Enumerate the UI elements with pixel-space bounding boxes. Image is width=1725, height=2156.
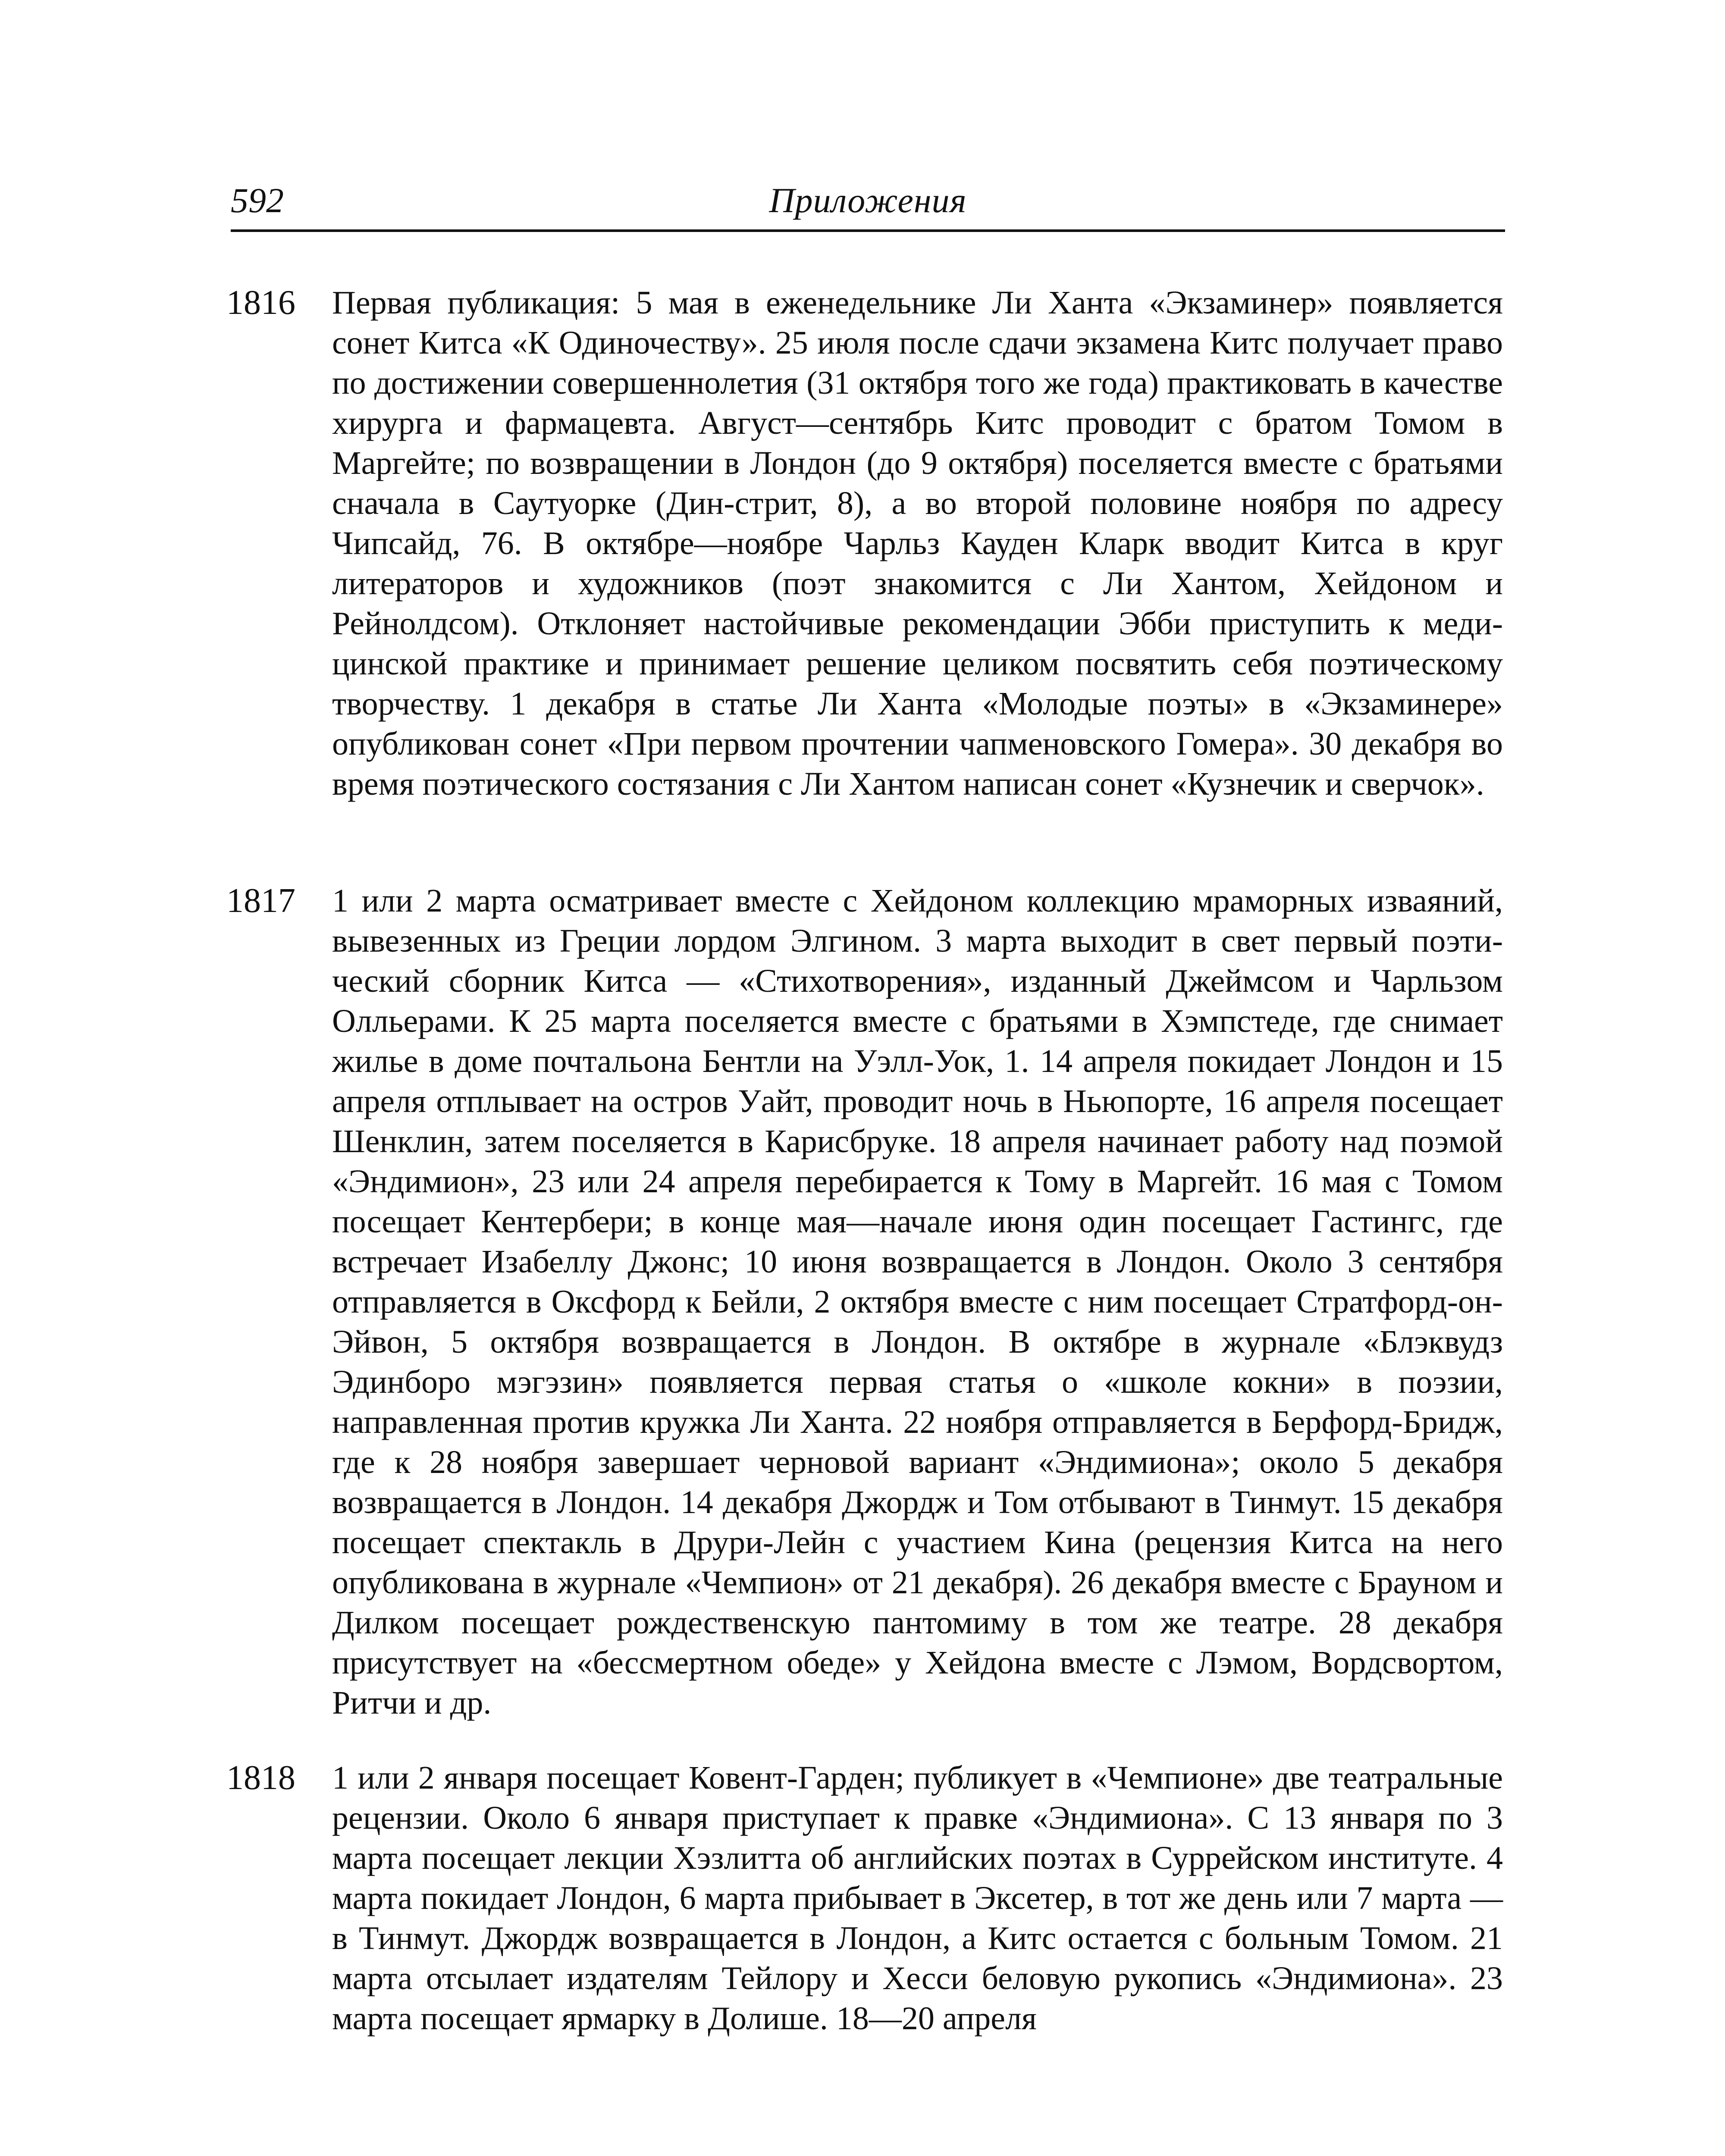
entry-year: 1816 bbox=[226, 284, 295, 322]
running-head bbox=[231, 179, 1505, 231]
entry-text: Первая публикация: 5 мая в еженедельнике Ли Ханта «Экзаминер» появляется сонет Китса «К Одиночеству». 25 июля после сдачи экзамена Китс получает право по достижении совершеннолетия (31 октября того же года) практиковать в качестве хирурга и фармацевта. Август—сентябрь Китс проводит с братом Томом в Маргейте; по возвращении в Лондон (до 9 октября) поселяется вместе с братьями сначала в Саутуорке (Дин-стрит, 8), а во второй половине ноября по адресу Чипсайд, 76. В октябре—ноябре Чарльз Кауден Кларк вводит Китса в круг литераторов и художников (поэт знакомится с Ли Хантом, Хейдоном и Рейнолдсом). Отклоняет настойчивые рекомендации Эбби приступить к медицинской практике и принимает решение целиком посвятить себя поэтическому творчеству. 1 декабря в статье Ли Ханта «Молодые поэты» в «Экзаминере» опубликован сонет «При первом прочтении чапменовского Гомера». 30 декабря во время поэтического состязания с Ли Хантом написан сонет «Кузнечик и сверчок». bbox=[332, 285, 1503, 802]
page-number: 592 bbox=[231, 181, 284, 220]
entry-text: 1 или 2 марта осматривает вместе с Хейдоном коллекцию мраморных изваяний, вывезенных из Греции лордом Элгином. 3 марта выходит в свет первый поэтический сборник Китса — «Стихотворения», изданный Джеймсом и Чарльзом Олльерами. К 25 марта поселяется вместе с братьями в Хэмпстеде, где снимает жилье в доме почтальона Бентли на Уэлл-Уок, 1. 14 апреля покидает Лондон и 15 апреля отплывает на остров Уайт, проводит ночь в Ньюпорте, 16 апреля посещает Шенклин, затем поселяется в Карисбруке. 18 апреля начинает работу над поэмой «Эндимион», 23 или 24 апреля перебирается к Тому в Маргейт. 16 мая с Томом посещает Кентербери; в конце мая—начале июня один посещает Гастингс, где встречает Изабеллу Джонс; 10 июня возвращается в Лондон. Около 3 сентября отправляется в Оксфорд к Бейли, 2 октября вместе с ним посещает Стратфорд-он-Эйвон, 5 октября возвращается в Лондон. В октябре в журнале «Блэквудз Эдинборо мэгэзин» появляется первая статья о «школе кокни» в поэзии, направленная против кружка Ли Ханта. 22 ноября отправляется в Берфорд-Бридж, где к 28 ноября завершает черновой вариант «Эндимиона»; около 5 декабря возвращается в Лондон. 14 декабря Джордж и Том отбывают в Тинмут. 15 декабря посещает спектакль в Друри-Лейн с участием Кина (рецензия Китса на него опубликована в журнале «Чемпион» от 21 декабря). 26 декабря вместе с Брауном и Дилком посещает рождественскую пантомиму в том же театре. 28 декабря присутствует на «бессмертном обеде» у Хейдона вместе с Лэмом, Вордсвортом, Ритчи и др. bbox=[332, 883, 1503, 1721]
entry-year: 1817 bbox=[226, 882, 295, 920]
entry-text: 1 или 2 января посещает Ковент-Гарден; публикует в «Чемпионе» две театральные рецензии. Около 6 января приступает к правке «Эндимиона». С 13 января по 3 марта посещает лекции Хэзлитта об английских поэтах в Суррейском институте. 4 марта покидает Лондон, 6 марта прибывает в Эксетер, в тот же день или 7 марта — в Тинмут. Джордж возвращается в Лондон, а Китс остается с больным Томом. 21 марта отсылает издателям Тейлору и Хесси беловую рукопись «Эндимиона». 23 марта посещает ярмарку в Долише. 18—20 апреля bbox=[332, 1760, 1503, 2037]
section-title: Приложения bbox=[769, 181, 967, 220]
header-rule bbox=[231, 229, 1505, 232]
entry-year: 1818 bbox=[226, 1759, 295, 1797]
